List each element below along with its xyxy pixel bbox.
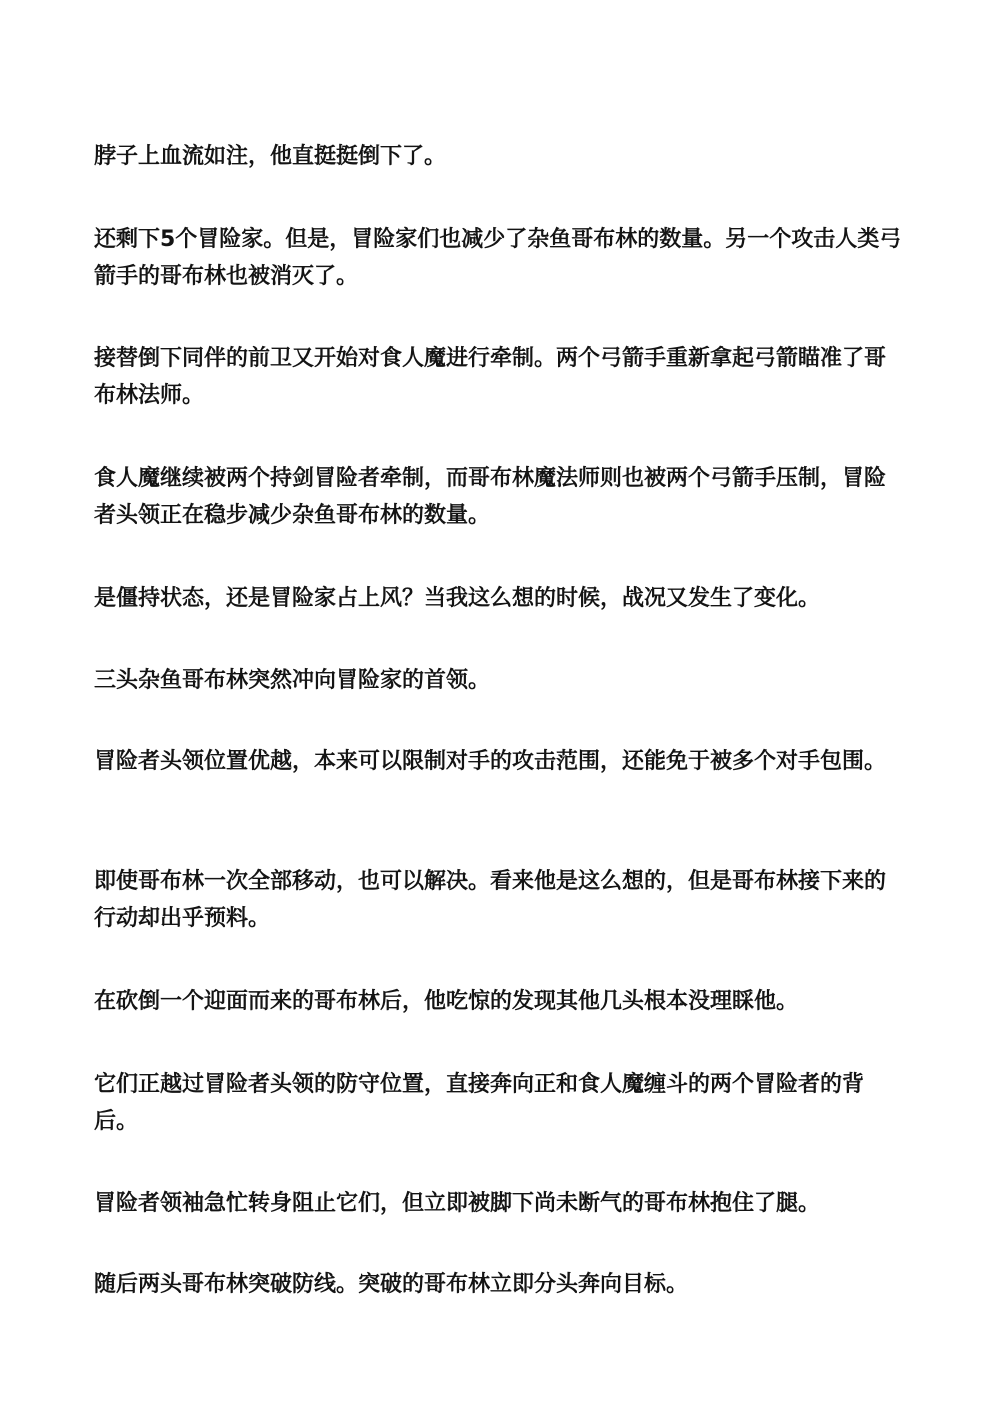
paragraph-6: 三头杂鱼哥布林突然冲向冒险家的首领。 (94, 668, 491, 693)
paragraph-5: 是僵持状态，还是冒险家占上风？当我这么想的时候，战况又发生了变化。 (94, 586, 821, 611)
paragraph-8: 即使哥布林一次全部移动，也可以解决。看来他是这么想的，但是哥布林接下来的行动却出乎预料。 (94, 869, 887, 931)
paragraph-9: 在砍倒一个迎面而来的哥布林后，他吃惊的发现其他几头根本没理睬他。 (94, 989, 799, 1014)
paragraph-11: 冒险者领袖急忙转身阻止它们，但立即被脚下尚未断气的哥布林抱住了腿。 (94, 1191, 821, 1216)
paragraph-2: 还剩下5个冒险家。但是，冒险家们也减少了杂鱼哥布林的数量。另一个攻击人类弓箭手的哥布林也被消灭了。 (94, 227, 902, 289)
paragraph-10: 它们正越过冒险者头领的防守位置，直接奔向正和食人魔缠斗的两个冒险者的背后。 (94, 1072, 865, 1134)
paragraph-7: 冒险者头领位置优越，本来可以限制对手的攻击范围，还能免于被多个对手包围。 (94, 749, 887, 774)
paragraph-12: 随后两头哥布林突破防线。突破的哥布林立即分头奔向目标。 (94, 1272, 689, 1297)
paragraph-3: 接替倒下同伴的前卫又开始对食人魔进行牵制。两个弓箭手重新拿起弓箭瞄准了哥布林法师。 (94, 346, 887, 408)
paragraph-4: 食人魔继续被两个持剑冒险者牵制，而哥布林魔法师则也被两个弓箭手压制，冒险者头领正在稳步减少杂鱼哥布林的数量。 (94, 466, 887, 528)
paragraph-1: 脖子上血流如注，他直挺挺倒下了。 (94, 144, 447, 169)
